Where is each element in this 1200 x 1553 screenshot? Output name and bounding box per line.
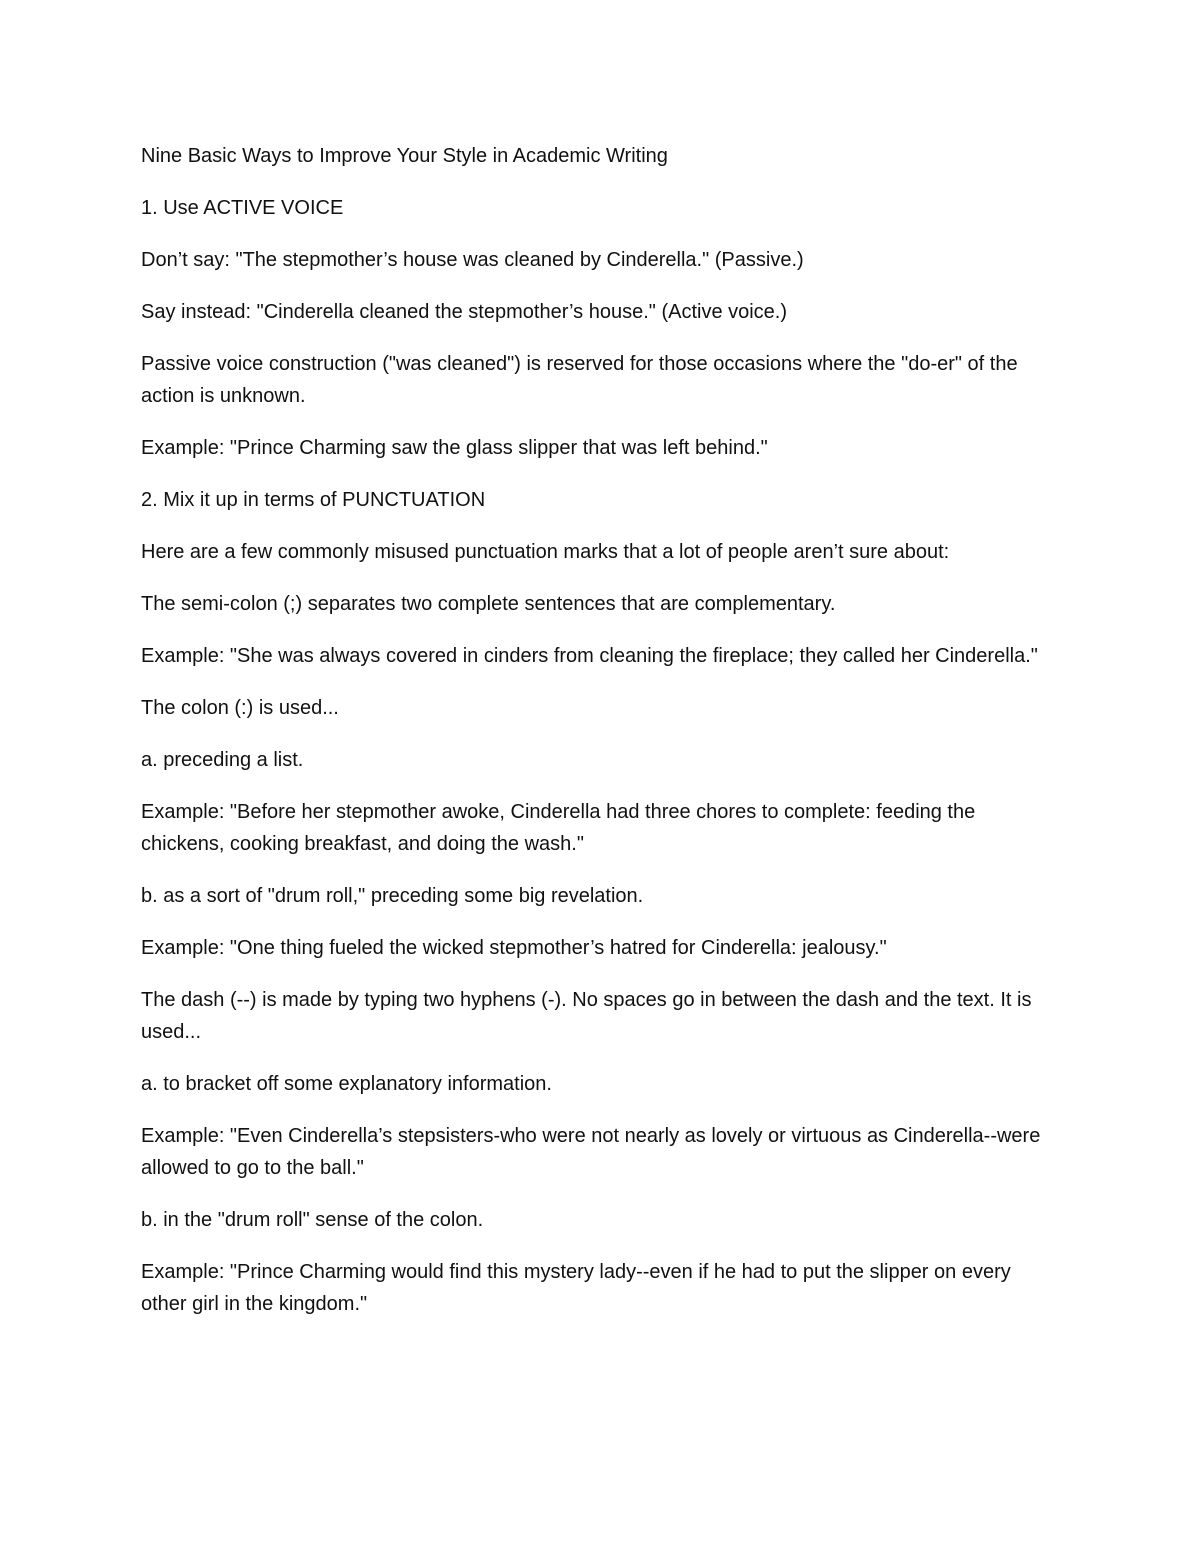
paragraph: The colon (:) is used... <box>141 697 339 719</box>
paragraph: Passive voice construction ("was cleaned") is reserved for those occasions where the "do-er" of the action is unknown. <box>141 353 1018 407</box>
paragraph: a. to bracket off some explanatory information. <box>141 1073 552 1095</box>
paragraph: Example: "Even Cinderella’s stepsisters-who were not nearly as lovely or virtuous as Cinderella--were allowed to go to the ball." <box>141 1125 1041 1179</box>
paragraph: b. in the "drum roll" sense of the colon. <box>141 1209 484 1231</box>
paragraph: The semi-colon (;) separates two complete sentences that are complementary. <box>141 593 836 615</box>
paragraph: The dash (--) is made by typing two hyphens (-). No spaces go in between the dash and the text. It is used... <box>141 989 1032 1043</box>
paragraph: Example: "She was always covered in cinders from cleaning the fireplace; they called her Cinderella." <box>141 645 1038 667</box>
paragraph: Don’t say: "The stepmother’s house was cleaned by Cinderella." (Passive.) <box>141 249 804 271</box>
paragraph: Example: "Prince Charming saw the glass slipper that was left behind." <box>141 437 768 459</box>
paragraph: Example: "Prince Charming would find this mystery lady--even if he had to put the slipper on every other girl in the kingdom." <box>141 1261 1011 1315</box>
paragraph: Example: "One thing fueled the wicked stepmother’s hatred for Cinderella: jealousy." <box>141 937 887 959</box>
paragraph: b. as a sort of "drum roll," preceding some big revelation. <box>141 885 644 907</box>
paragraph: a. preceding a list. <box>141 749 304 771</box>
paragraph: Here are a few commonly misused punctuation marks that a lot of people aren’t sure about: <box>141 541 950 563</box>
paragraph: Say instead: "Cinderella cleaned the stepmother’s house." (Active voice.) <box>141 301 788 323</box>
paragraph: Example: "Before her stepmother awoke, Cinderella had three chores to complete: feeding the chickens, cooking breakfast, and doing the wash." <box>141 801 976 855</box>
document-body <box>141 140 1061 1340</box>
heading-active-voice: 1. Use ACTIVE VOICE <box>141 197 344 219</box>
document-title: Nine Basic Ways to Improve Your Style in Academic Writing <box>141 145 668 167</box>
heading-punctuation: 2. Mix it up in terms of PUNCTUATION <box>141 489 486 511</box>
